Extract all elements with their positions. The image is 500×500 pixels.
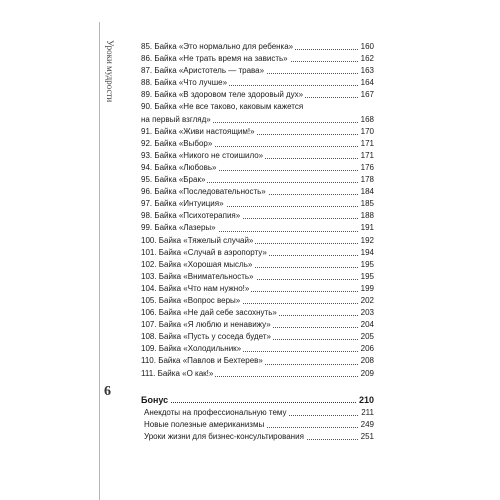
entry-title: 108. Байка «Пусть у соседа будет» [141, 332, 271, 342]
toc-entry [144, 407, 374, 419]
toc-entry [141, 210, 374, 222]
entry-page: 184 [359, 186, 374, 198]
entry-page: 209 [359, 368, 374, 380]
entry-title: 104. Байка «Что нам нужно!» [141, 283, 250, 293]
entry-page: 160 [359, 41, 374, 53]
entry-title: 101. Байка «Случай в аэропорту» [141, 247, 267, 257]
toc-entry [141, 271, 374, 283]
entry-page: 170 [359, 126, 374, 138]
toc-entry [141, 343, 374, 355]
toc-entry [141, 41, 374, 53]
toc-entry [141, 53, 374, 65]
section-page: 210 [358, 394, 374, 405]
entry-title: 94. Байка «Любовь» [141, 162, 217, 172]
entry-page: 168 [359, 114, 374, 126]
page-number: 6 [104, 384, 111, 399]
entry-page: 202 [359, 295, 374, 307]
entry-title: Анекдоты на профессиональную тему [144, 407, 287, 417]
toc-entry [141, 307, 374, 319]
toc-section-bonus [141, 393, 374, 407]
toc-entry [141, 368, 374, 380]
entry-title: 89. Байка «В здоровом теле здоровый дух» [141, 90, 304, 100]
toc-entry [141, 126, 374, 138]
entry-page: 167 [359, 89, 374, 101]
toc-entry [141, 198, 374, 210]
entry-title: 97. Байка «Интуиция» [141, 199, 224, 209]
toc-entry [141, 150, 374, 162]
entry-title: 107. Байка «Я люблю и ненавижу» [141, 320, 271, 330]
entry-page: 171 [359, 138, 374, 150]
entry-title: 98. Байка «Психотерапия» [141, 211, 241, 221]
entry-title: 106. Байка «Не дай себе засохнуть» [141, 308, 277, 318]
entry-page: 199 [359, 283, 374, 295]
entry-title: 87. Байка «Аристотель — трава» [141, 66, 265, 76]
entry-title: 110. Байка «Павлов и Бехтерев» [141, 356, 263, 366]
entry-title: 90. Байка «Не все таково, каковым кажется [141, 102, 304, 112]
toc-entry [141, 283, 374, 295]
entry-page: 178 [359, 174, 374, 186]
entry-page: 208 [359, 355, 374, 367]
toc-entry [141, 186, 374, 198]
entry-page: 203 [359, 307, 374, 319]
bonus-items [144, 407, 374, 443]
entry-title: 109. Байка «Холодильник» [141, 344, 242, 354]
entry-title: 96. Байка «Последовательность» [141, 187, 266, 197]
toc-entry [141, 65, 374, 77]
entry-title: 105. Байка «Вопрос веры» [141, 295, 241, 305]
entry-page: 206 [359, 343, 374, 355]
entry-title: 102. Байка «Хорошая мысль» [141, 259, 253, 269]
entry-title: 111. Байка «О как!» [141, 368, 214, 378]
toc-entry [141, 355, 374, 367]
toc-entry [141, 235, 374, 247]
entry-title: Новые полезные американизмы [144, 419, 265, 429]
toc-entry [141, 89, 374, 101]
entry-page: 188 [359, 210, 374, 222]
running-head: Уроки мудрости [105, 40, 115, 103]
entry-page: 192 [359, 235, 374, 247]
entry-title: 103. Байка «Внимательность» [141, 271, 254, 281]
entry-title: 88. Байка «Что лучше» [141, 78, 228, 88]
entry-page: 164 [359, 77, 374, 89]
entry-page: 195 [359, 271, 374, 283]
toc-entry [141, 138, 374, 150]
toc-entry [141, 331, 374, 343]
section-title: Бонус [141, 394, 169, 405]
entry-title: 95. Байка «Брак» [141, 175, 206, 185]
entry-page: 185 [359, 198, 374, 210]
entry-page: 195 [359, 259, 374, 271]
entry-page: 191 [359, 222, 374, 234]
entry-title: 93. Байка «Никого не стоишило» [141, 150, 264, 160]
entry-title: 85. Байка «Это нормально для ребенка» [141, 42, 294, 51]
entry-page: 176 [359, 162, 374, 174]
toc-entry [141, 162, 374, 174]
toc-entries [141, 41, 374, 380]
toc-entry [141, 174, 374, 186]
toc-entry [141, 222, 374, 234]
entry-title: 99. Байка «Лазеры» [141, 223, 216, 233]
entry-title: на первый взгляд» [141, 114, 211, 124]
toc-entry [141, 114, 374, 126]
toc-entry [141, 319, 374, 331]
dot-leader [141, 402, 374, 403]
entry-title: Уроки жизни для бизнес-консультирования [144, 431, 304, 441]
entry-page: 205 [359, 331, 374, 343]
entry-page: 171 [359, 150, 374, 162]
margin-rule [99, 22, 100, 500]
toc-entry [144, 419, 374, 431]
entry-page: 251 [359, 431, 374, 443]
entry-page: 204 [359, 319, 374, 331]
table-of-contents [141, 41, 374, 443]
entry-title: 91. Байка «Живи настоящим!» [141, 126, 255, 136]
entry-title: 100. Байка «Тяжелый случай» [141, 235, 254, 245]
entry-page: 211 [359, 407, 374, 419]
toc-entry [141, 259, 374, 271]
entry-page: 163 [359, 65, 374, 77]
entry-title: 86. Байка «Не трать время на зависть» [141, 54, 288, 64]
entry-page: 194 [359, 247, 374, 259]
toc-entry [141, 77, 374, 89]
entry-page: 249 [359, 419, 374, 431]
entry-page: 162 [359, 53, 374, 65]
toc-entry [141, 295, 374, 307]
toc-entry-line [141, 101, 374, 113]
entry-title: 92. Байка «Выбор» [141, 138, 213, 148]
toc-entry [144, 431, 374, 443]
toc-entry [141, 247, 374, 259]
